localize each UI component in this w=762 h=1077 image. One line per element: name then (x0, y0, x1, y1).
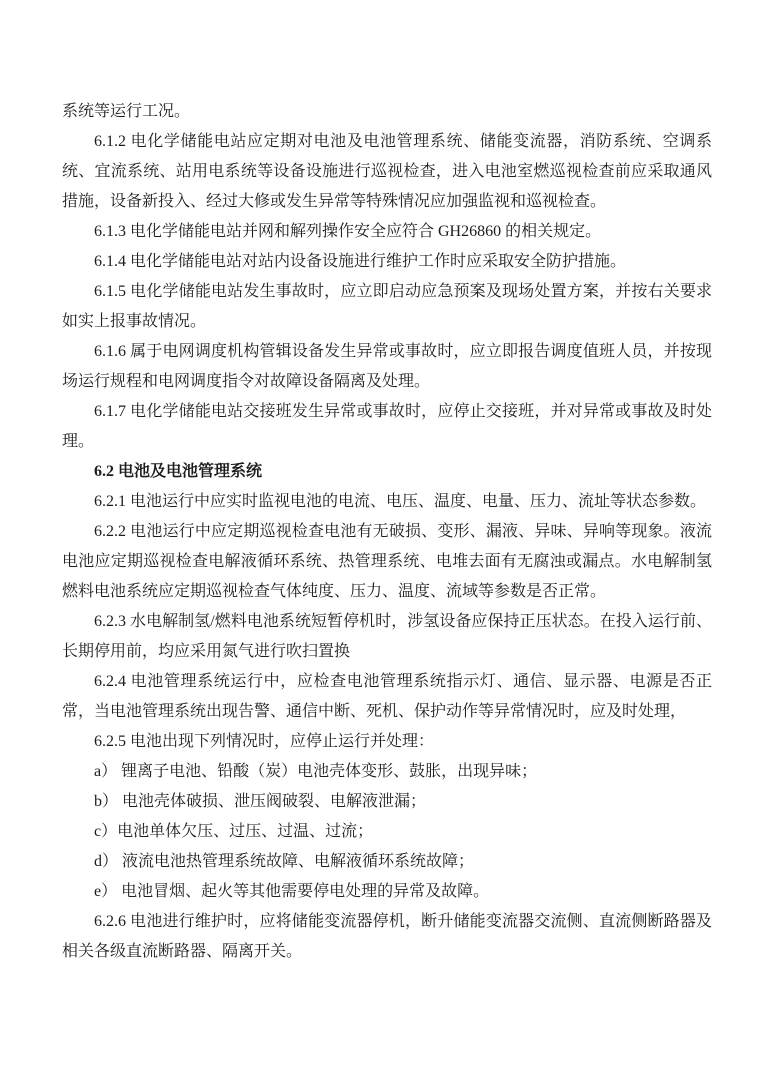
paragraph-6-1-1-continuation: 系统等运行工况。 (62, 103, 191, 120)
document-content (62, 97, 712, 967)
paragraph-6-1-4: 6.1.4 电化学储能电站对站内设备设施进行维护工作时应采取安全防护措施。 (94, 253, 627, 270)
list-item-c: c）电池单体欠压、过压、过温、过流； (94, 823, 374, 840)
paragraph-6-1-5: 6.1.5 电化学储能电站发生事故时，应立即启动应急预案及现场处置方案，并按右关要求如实上报事故情况。 (62, 283, 712, 330)
paragraph-6-2-4: 6.2.4 电池管理系统运行中，应检查电池管理系统指示灯、通信、显示器、电源是否正常，当电池管理系统出现告警、通信中断、死机、保护动作等异常情况时，应及时处理， (62, 673, 712, 720)
paragraph-6-2-2: 6.2.2 电池运行中应定期巡视检查电池有无破损、变形、漏液、异味、异响等现象。液流电池应定期巡视检查电解液循环系统、热管理系统、电堆去面有无腐浊或漏点。水电解制氢燃料电池系统应定期巡视检查气体纯度、压力、温度、流域等参数是否正常。 (62, 523, 712, 600)
paragraph-6-1-3: 6.1.3 电化学储能电站并网和解列操作安全应符合 GH26860 的相关规定。 (94, 223, 602, 240)
paragraph-6-2-6: 6.2.6 电池进行维护时，应将储能变流器停机，断升储能变流器交流侧、直流侧断路器及相关各级直流断路器、隔离开关。 (62, 913, 712, 960)
list-item-d: d） 液流电池热管理系统故障、电解液循环系统故障； (94, 853, 475, 870)
list-item-e: e） 电池冒烟、起火等其他需要停电处理的异常及故障。 (94, 883, 490, 900)
paragraph-6-2-1: 6.2.1 电池运行中应实时监视电池的电流、电压、温度、电量、压力、流址等状态参数。 (94, 493, 707, 510)
paragraph-6-1-2: 6.1.2 电化学储能电站应定期对电池及电池管理系统、储能变流器，消防系统、空调系统、宜流系统、站用电系统等设备设施进行巡视检查，进入电池室燃巡视检查前应采取通风措施，设备新投入、经过大修或发生异常等特殊情况应加强监视和巡视检查。 (62, 133, 712, 210)
paragraph-6-2-5: 6.2.5 电池出现下列情况时，应停止运行并处理： (94, 733, 435, 750)
paragraph-6-1-6: 6.1.6 属于电网调度机构管辑设备发生异常或事故时，应立即报告调度值班人员，并按现场运行规程和电网调度指令对故障设备隔离及处理。 (62, 343, 712, 390)
list-item-b: b） 电池壳体破损、泄压阀破裂、电解液泄漏； (94, 793, 427, 810)
paragraph-6-1-7: 6.1.7 电化学储能电站交接班发生异常或事故时，应停止交接班，并对异常或事故及时处理。 (62, 403, 712, 450)
paragraph-6-2-3: 6.2.3 水电解制氢/燃料电池系统短暂停机时，涉氢设备应保持正压状态。在投入运行前、长期停用前，均应采用氮气进行吹扫置换 (62, 613, 712, 660)
section-heading-6-2: 6.2 电池及电池管理系统 (94, 463, 263, 480)
list-item-a: a） 锂离子电池、铅酸（炭）电池壳体变形、鼓胀，出现异味； (94, 763, 538, 780)
